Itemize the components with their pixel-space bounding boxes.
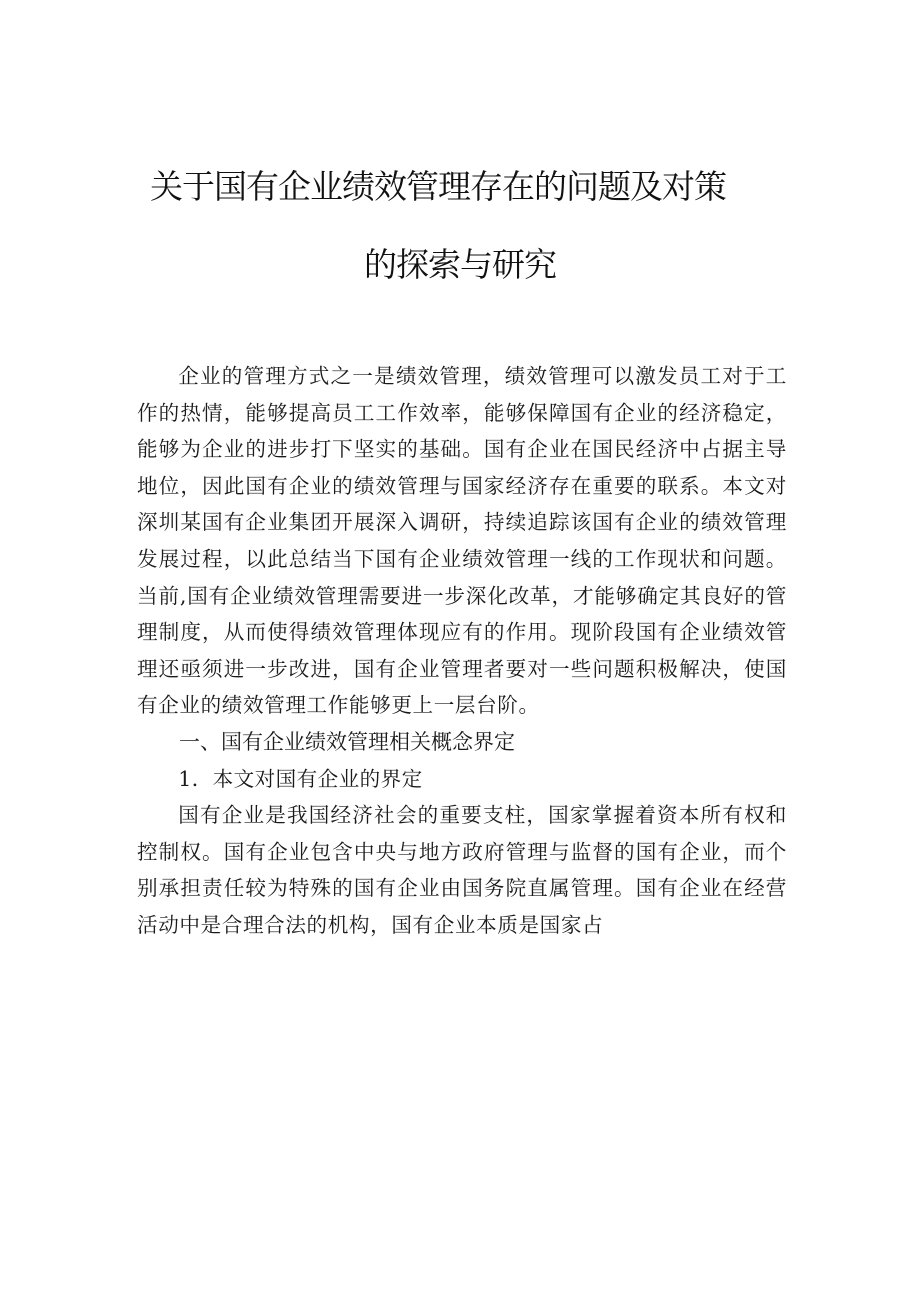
- section-heading: 一、国有企业绩效管理相关概念界定: [179, 729, 515, 754]
- document-title-line-2: 的探索与研究: [364, 245, 556, 284]
- intro-paragraph: 企业的管理方式之一是绩效管理，绩效管理可以激发员工对于工作的热情，能够提高员工工作效率，能够保障国有企业的经济稳定，能够为企业的进步打下坚实的基础。国有企业在国民经济中占据主导地位，因此国有企业的绩效管理与国家经济存在重要的联系。本文对深圳某国有企业集团开展深入调研，持续追踪该国有企业的绩效管理发展过程，以此总结当下国有企业绩效管理一线的工作现状和问题。当前,国有企业绩效管理需要进一步深化改革，才能够确定其良好的管理制度，从而使得绩效管理体现应有的作用。现阶段国有企业绩效管理还亟须进一步改进，国有企业管理者要对一些问题积极解决，使国有企业的绩效管理工作能够更上一层台阶。: [137, 364, 787, 718]
- document-title-line-1: 关于国有企业绩效管理存在的问题及对策: [150, 167, 726, 206]
- subsection-heading: 1．本文对国有企业的界定: [178, 766, 423, 791]
- document-body: [137, 358, 787, 944]
- body-paragraph: 国有企业是我国经济社会的重要支柱，国家掌握着资本所有权和控制权。国有企业包含中央与地方政府管理与监督的国有企业，而个别承担责任较为特殊的国有企业由国务院直属管理。国有企业在经营活动中是合理合法的机构，国有企业本质是国家占: [137, 803, 787, 937]
